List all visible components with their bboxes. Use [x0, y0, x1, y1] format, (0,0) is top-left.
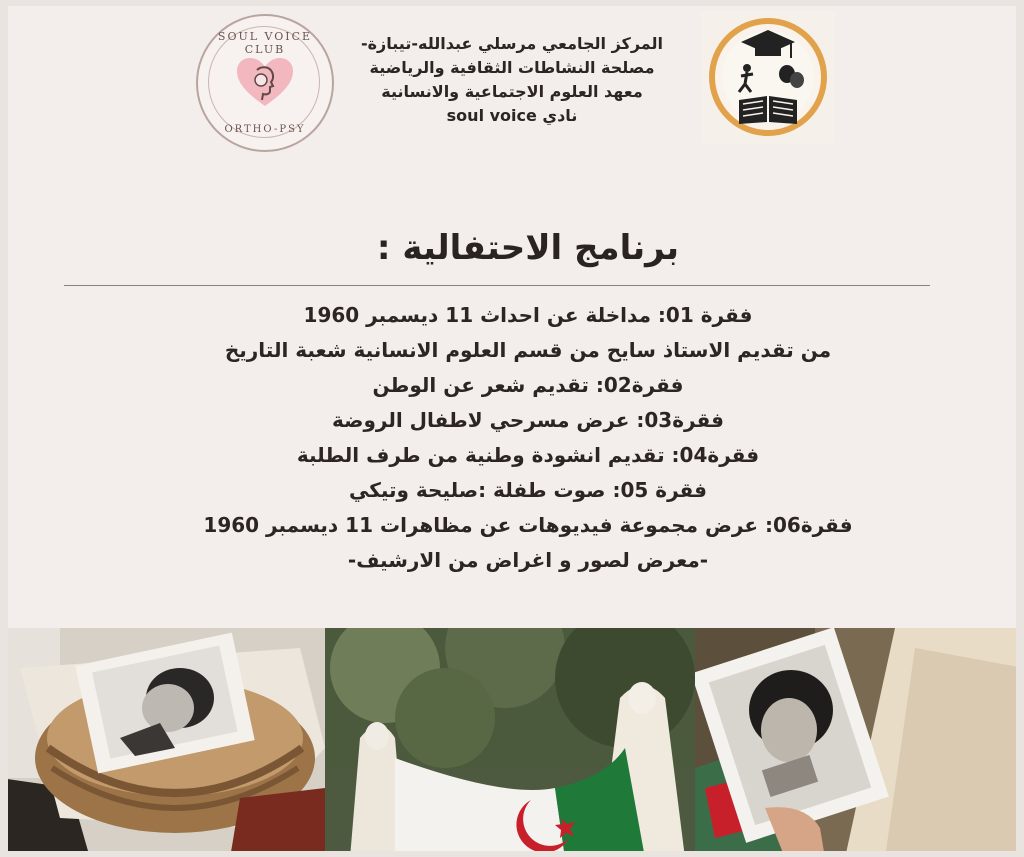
program-item: -معرض لصور و اغراض من الارشيف- [347, 548, 709, 572]
program-item: فقرة 05: صوت طفلة :صليحة وتيكي [348, 478, 708, 502]
poster [8, 6, 1016, 851]
header-line: المركز الجامعي مرسلي عبدالله-تيبازة- [360, 34, 664, 53]
program-item: فقرة 01: مداخلة عن احداث 11 ديسمبر 1960 [303, 303, 753, 327]
graduation-book-logo-icon [701, 10, 835, 144]
header-line: نادي soul voice [446, 106, 578, 125]
held-portrait-photo-icon [695, 628, 1016, 851]
held-portrait-photo [695, 628, 1016, 851]
basket-portrait-photo-icon [8, 628, 325, 851]
photo-strip [8, 628, 1016, 851]
program-item: فقرة03: عرض مسرحي لاطفال الروضة [332, 408, 724, 432]
program-item: فقرة02: تقديم شعر عن الوطن [372, 373, 684, 397]
title-divider [64, 285, 930, 286]
program-item: فقرة04: تقديم انشودة وطنية من طرف الطلبة [296, 443, 760, 467]
program-items [88, 298, 968, 578]
basket-portrait-photo [8, 628, 325, 851]
algerian-flag-women-photo-icon [325, 628, 695, 851]
program-item: فقرة06: عرض مجموعة فيديوهات عن مظاهرات 11 ديسمبر 1960 [203, 513, 853, 537]
header-line: معهد العلوم الاجتماعية والانسانية [381, 82, 643, 101]
cultural-services-logo [701, 10, 835, 144]
logo-bottom-text: ORTHO-PSY [224, 124, 306, 135]
header-line: مصلحة النشاطات الثقافية والرياضية [369, 58, 655, 77]
program-title: برنامج الاحتفالية : [376, 228, 680, 268]
soul-voice-club-logo [196, 14, 334, 152]
program-item: من تقديم الاستاذ سايح من قسم العلوم الانسانية شعبة التاريخ [224, 338, 832, 362]
heart-face-logo-icon [235, 56, 295, 108]
header-text [338, 32, 686, 128]
logo-top-text: SOUL VOICE CLUB [217, 30, 313, 56]
algerian-flag-women-photo [325, 628, 695, 851]
